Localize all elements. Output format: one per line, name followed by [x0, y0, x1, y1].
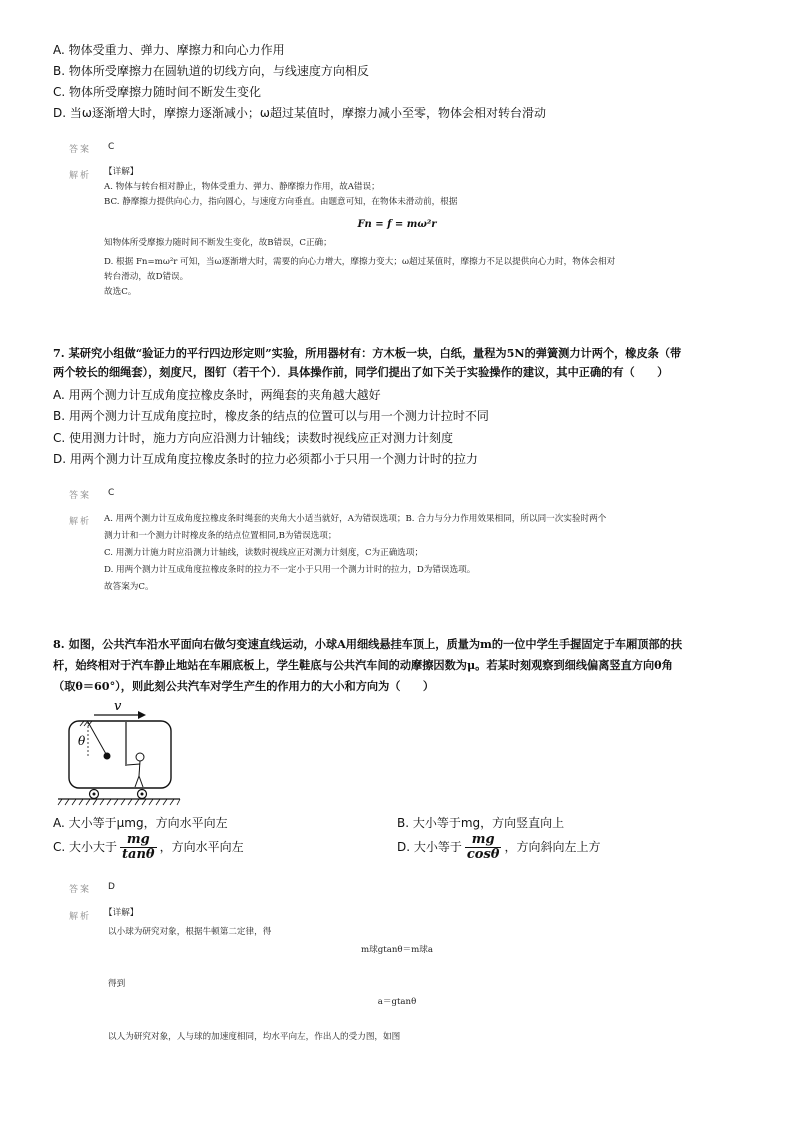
q7-option-b: B. 用两个测力计互成角度拉时，橡皮条的结点的位置可以与用一个测力计拉时不同	[53, 409, 489, 423]
q7-option-d: D. 用两个测力计互成角度拉橡皮条时的拉力必须都小于只用一个测力计时的拉力	[53, 452, 478, 466]
q8-analysis-label: 解析	[69, 912, 92, 922]
q8-line-1: 以小球为研究对象，根据牛顿第二定律，得	[108, 927, 272, 937]
q8-option-b: B. 大小等于mg，方向竖直向上	[397, 816, 565, 830]
q7-line-2: 测力计和一个测力计时橡皮条的结点位置相同,B为错误选项；	[104, 531, 337, 541]
velocity-arrowhead-icon	[138, 711, 146, 719]
q7-line-5: 故答案为C。	[104, 582, 154, 592]
q8-option-c-numerator: mg	[120, 833, 157, 848]
student-head	[136, 753, 144, 761]
q8-option-c-prefix: C. 大小大于	[53, 840, 118, 854]
q7-line-1: A. 用两个测力计互成角度拉橡皮条时绳套的夹角大小适当就好，A为错误选项；B. 合力与分力作用效果相同，所以同一次实验时两个	[104, 514, 607, 524]
q8-option-c-fraction	[120, 833, 157, 862]
bus-figure	[56, 698, 182, 810]
q7-line-3: C. 用测力计施力时应沿测力计轴线，读数时视线应正对测力计刻度，C为正确选项；	[104, 548, 424, 558]
q6-line-4: 知物体所受摩擦力随时间不断发生变化，故B错误，C正确；	[104, 238, 332, 248]
ground-hatch	[58, 799, 180, 805]
q8-answer: D	[108, 882, 115, 892]
q7-option-c: C. 使用测力计时，施力方向应沿测力计轴线；读数时视线应正对测力计刻度	[53, 431, 454, 445]
q8-option-d-suffix: ，方向斜向左上方	[504, 840, 601, 854]
q6-formula: Fn = f = mω²r	[357, 219, 437, 230]
q7-analysis-label: 解析	[69, 517, 92, 527]
q6-line-6: 转台滑动，故D错误。	[104, 272, 189, 282]
q6-option-a: A. 物体受重力、弹力、摩擦力和向心力作用	[53, 43, 285, 57]
q6-analysis	[104, 165, 457, 210]
q8-stem	[53, 634, 682, 697]
ball-a	[104, 753, 111, 760]
q7-answer-label: 答案	[69, 491, 92, 501]
q8-stem-line-3: （取θ＝60°），则此刻公共汽车对学生产生的作用力的大小和方向为（ ）	[53, 679, 435, 693]
q7-answer: C	[108, 488, 115, 498]
q6-analysis-cont2	[104, 255, 615, 300]
q8-option-d-numerator: mg	[465, 833, 502, 848]
q6-option-b: B. 物体所受摩擦力在圆轨道的切线方向，与线速度方向相反	[53, 64, 369, 78]
q8-equation-2: a＝gtanθ	[377, 997, 417, 1007]
q7-option-a: A. 用两个测力计互成角度拉橡皮条时，两绳套的夹角越大越好	[53, 388, 381, 402]
q8-option-d-prefix: D. 大小等于	[397, 840, 462, 854]
q8-option-c	[53, 830, 244, 864]
q6-line-1: A. 物体与转台相对静止，物体受重力、弹力、静摩擦力作用，故A错误；	[104, 182, 380, 192]
q8-option-d-denominator: cosθ	[466, 846, 500, 862]
q8-option-c-denominator: tanθ	[122, 846, 155, 862]
q6-line-2: BC. 静摩擦力提供向心力，指向圆心，与速度方向垂直。由题意可知，在物体未滑动前，根据	[104, 197, 458, 207]
ball-string	[88, 722, 106, 754]
q6-line-7: 故选C。	[104, 287, 137, 297]
velocity-label: v	[114, 699, 122, 714]
q8-stem-line-2: 杆，始终相对于汽车静止地站在车厢底板上，学生鞋底与公共汽车间的动摩擦因数为μ。若某时刻观察到细线偏离竖直方向θ角	[53, 658, 673, 672]
q8-option-c-suffix: ，方向水平向左	[159, 840, 244, 854]
q8-line-2: 得到	[108, 979, 126, 989]
q6-option-d: D. 当ω逐渐增大时，摩擦力逐渐减小；ω超过某值时，摩擦力减小至零，物体会相对转台滑动	[53, 106, 546, 120]
q7-stem-line-1: 7. 某研究小组做“验证力的平行四边形定则”实验，所用器材有：方木板一块，白纸，量程为5N的弹簧测力计两个，橡皮条（带	[53, 346, 682, 360]
theta-label: θ	[78, 734, 86, 748]
q7-stem-line-2: 两个较长的细绳套），刻度尺，图钉（若干个）．具体操作前，同学们提出了如下关于实验操作的建议，其中正确的有（ ）	[53, 365, 669, 379]
q6-line-5: D. 根据 Fn=mω²r 可知，当ω逐渐增大时，需要的向心力增大，摩擦力变大；ω超过某值时，摩擦力不足以提供向心力时，物体会相对	[104, 257, 616, 267]
q7-analysis	[104, 511, 606, 596]
q6-answer: C	[108, 142, 115, 152]
q8-answer-label: 答案	[69, 885, 92, 895]
q6-analysis-cont	[104, 236, 332, 251]
q8-equation-1: m球gtanθ＝m球a	[361, 945, 433, 955]
q8-analysis-title: 【详解】	[104, 908, 139, 918]
q7-stem	[53, 344, 681, 382]
q6-analysis-label: 解析	[69, 171, 92, 181]
q7-line-4: D. 用两个测力计互成角度拉橡皮条时的拉力不一定小于只用一个测力计时的拉力，D为错误选项。	[104, 565, 476, 575]
q6-answer-label: 答案	[69, 145, 92, 155]
q6-analysis-title: 【详解】	[104, 167, 139, 177]
q8-stem-line-1: 8. 如图，公共汽车沿水平面向右做匀变速直线运动，小球A用细线悬挂车顶上，质量为m的一位中学生手握固定于车厢顶部的扶	[53, 637, 683, 651]
q8-line-3: 以人为研究对象，人与球的加速度相同，均水平向左，作出人的受力图，如图	[108, 1032, 401, 1042]
q6-option-c: C. 物体所受摩擦力随时间不断发生变化	[53, 85, 262, 99]
q8-option-a: A. 大小等于μmg，方向水平向左	[53, 816, 228, 830]
bus-body	[69, 721, 171, 788]
q8-option-d-fraction	[465, 833, 502, 862]
q8-option-d	[397, 830, 600, 864]
